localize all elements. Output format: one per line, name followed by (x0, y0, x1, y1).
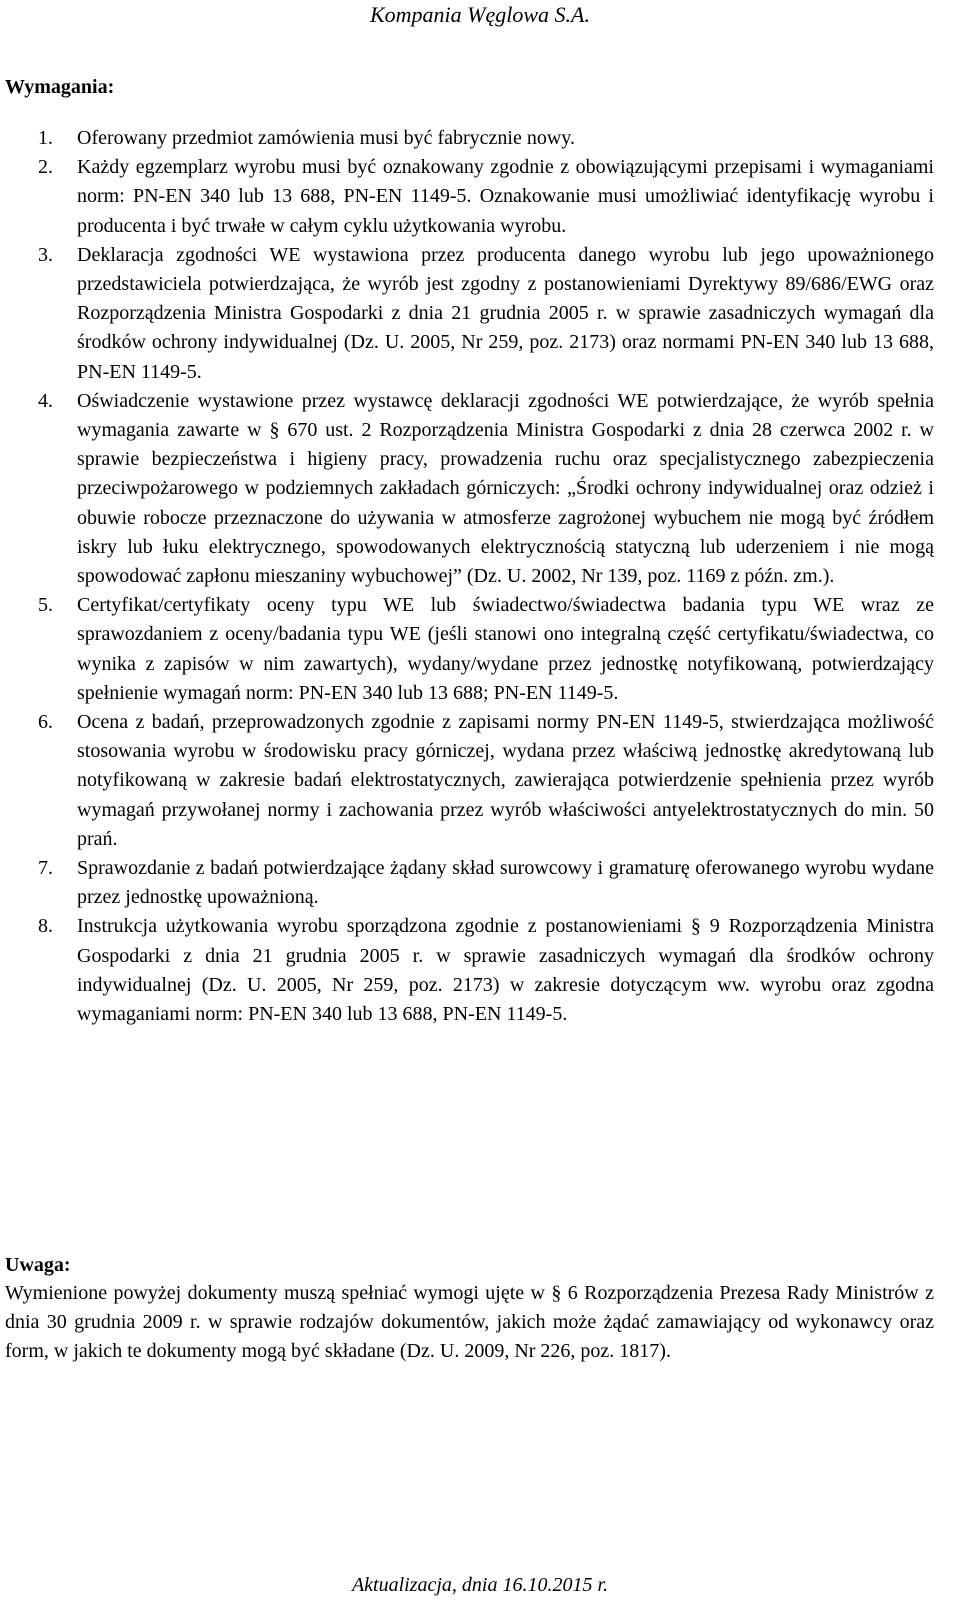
requirement-item-2 (0, 153, 960, 241)
requirement-number: 6. (38, 711, 53, 734)
requirement-number: 7. (38, 857, 53, 880)
note-title: Uwaga: (5, 1254, 71, 1276)
requirement-number: 1. (38, 127, 53, 149)
requirement-item-1 (0, 124, 960, 153)
requirement-number: 8. (38, 915, 53, 938)
requirements-list (0, 124, 960, 1029)
requirement-text: Oświadczenie wystawione przez wystawcę deklaracji zgodności WE potwierdzające, że wyrób spełnia wymagania zawarte w § 670 ust. 2 Rozporządzenia Ministra Gospodarki z dnia 28 czerwca 2002 r. w sprawie bezpieczeństwa i higieny pracy, prowadzenia ruchu oraz specjalistycznego zabezpieczenia przeciwpożarowego w podziemnych zakładach górniczych: „Środki ochrony indywidualnej oraz odzież i obuwie robocze przeznaczone do używania w atmosferze zagrożonej wybuchem nie mogą być źródłem iskry lub łuku elektrycznego, spowodowanych elektrycznością statyczną lub uderzeniem i nie mogą spowodować zapłonu mieszaniny wybuchowej” (Dz. U. 2002, Nr 139, poz. 1169 z późn. zm.). (77, 389, 934, 588)
requirement-number: 2. (38, 156, 53, 179)
requirement-text: Deklaracja zgodności WE wystawiona przez producenta danego wyrobu lub jego upoważnionego przedstawiciela potwierdzająca, że wyrób jest zgodny z postanowieniami Dyrektywy 89/686/EWG oraz Rozporządzenia Ministra Gospodarki z dnia 21 grudnia 2005 r. w sprawie zasadniczych wymagań dla środków ochrony indywidualnej (Dz. U. 2005, Nr 259, poz. 2173) oraz normami PN-EN 340 lub 13 688, PN-EN 1149-5. (77, 243, 934, 383)
requirement-number: 3. (38, 243, 53, 266)
requirement-text: Oferowany przedmiot zamówienia musi być fabrycznie nowy. (77, 127, 575, 149)
requirement-text: Każdy egzemplarz wyrobu musi być oznakowany zgodnie z obowiązującymi przepisami i wymaganiami norm: PN-EN 340 lub 13 688, PN-EN 1149-5. Oznakowanie musi umożliwiać identyfikację wyrobu i producenta i być trwałe w całym cyklu użytkowania wyrobu. (77, 156, 934, 237)
requirement-number: 4. (38, 389, 53, 412)
company-header: Kompania Węglowa S.A. (370, 2, 590, 27)
requirements-title: Wymagania: (5, 76, 115, 98)
requirement-item-4 (0, 387, 960, 591)
note-text: Wymienione powyżej dokumenty muszą spełniać wymogi ujęte w § 6 Rozporządzenia Prezesa Rady Ministrów z dnia 30 grudnia 2009 r. w sprawie rodzajów dokumentów, jakich może żądać zamawiający od wykonawcy oraz form, w jakich te dokumenty mogą być składane (Dz. U. 2009, Nr 226, poz. 1817). (5, 1282, 934, 1363)
requirement-text: Ocena z badań, przeprowadzonych zgodnie z zapisami normy PN-EN 1149-5, stwierdzająca możliwość stosowania wyrobu w środowisku pracy górniczej, wydana przez właściwą jednostkę akredytowaną lub notyfikowaną w zakresie badań elektrostatycznych, zawierająca potwierdzenie spełnienia przez wyrób wymagań przywołanej normy i zachowania przez wyrób właściwości antyelektrostatycznych do min. 50 prań. (77, 711, 934, 850)
requirement-text: Certyfikat/certyfikaty oceny typu WE lub świadectwo/świadectwa badania typu WE wraz ze sprawozdaniem z oceny/badania typu WE (jeśli stanowi ono integralną część certyfikatu/świadectwa, co wynika z zapisów w nim zawartych), wydany/wydane przez jednostkę notyfikowaną, potwierdzający spełnienie wymagań norm: PN-EN 340 lub 13 688; PN-EN 1149-5. (77, 594, 934, 704)
requirement-text: Sprawozdanie z badań potwierdzające żądany skład surowcowy i gramaturę oferowanego wyrobu wydane przez jednostkę upoważnioną. (77, 857, 934, 909)
requirement-item-3 (0, 241, 960, 387)
requirement-text: Instrukcja użytkowania wyrobu sporządzona zgodnie z postanowieniami § 9 Rozporządzenia Ministra Gospodarki z dnia 21 grudnia 2005 r. w sprawie zasadniczych wymagań dla środków ochrony indywidualnej (Dz. U. 2005, Nr 259, poz. 2173) w zakresie dotyczącym ww. wyrobu oraz zgodna wymaganiami norm: PN-EN 340 lub 13 688, PN-EN 1149-5. (77, 915, 934, 1026)
requirement-item-5 (0, 591, 960, 708)
requirement-item-7 (0, 854, 960, 912)
requirement-number: 5. (38, 594, 53, 617)
update-date-footer: Aktualizacja, dnia 16.10.2015 r. (351, 1574, 609, 1596)
requirement-item-6 (0, 708, 960, 854)
requirement-item-8 (0, 912, 960, 1029)
